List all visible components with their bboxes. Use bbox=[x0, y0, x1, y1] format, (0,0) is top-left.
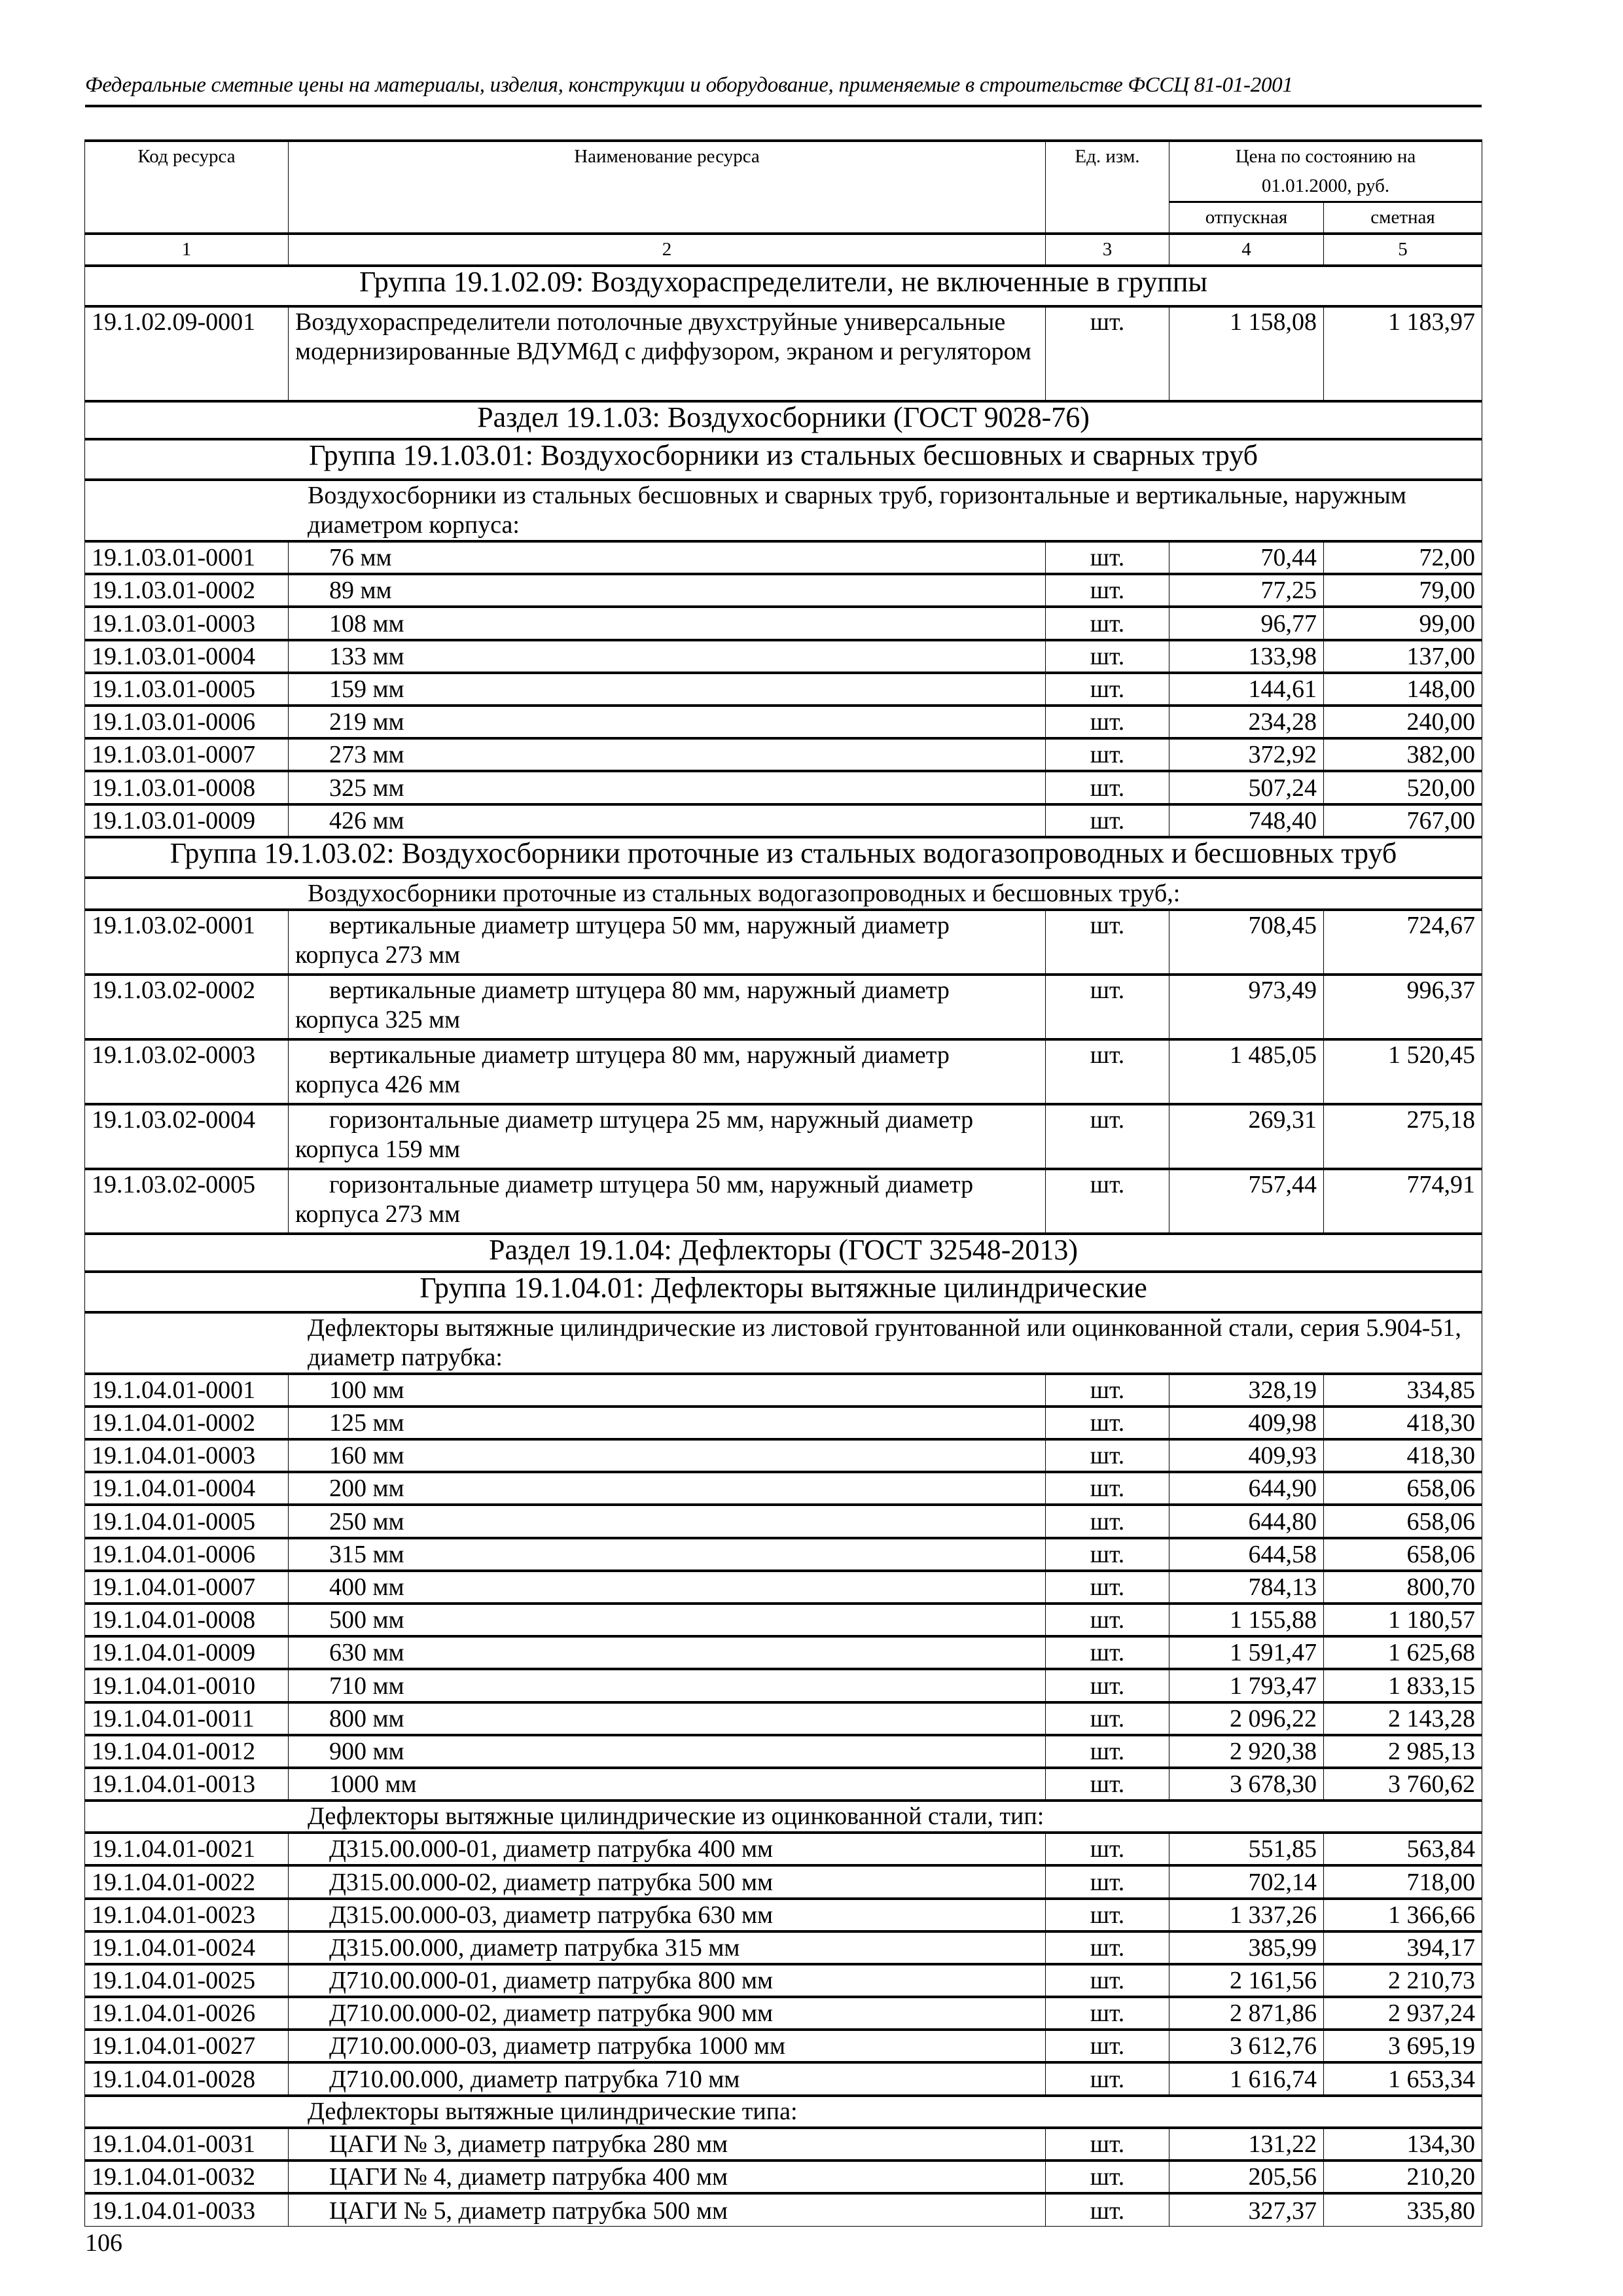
table-row bbox=[85, 1997, 1482, 2030]
price-release: 205,56 bbox=[1169, 2161, 1324, 2193]
resource-unit: шт. bbox=[1046, 1768, 1169, 1801]
resource-unit: шт. bbox=[1046, 1702, 1169, 1735]
price-release: 708,45 bbox=[1169, 910, 1324, 975]
price-estimate: 335,80 bbox=[1324, 2193, 1482, 2226]
resource-code: 19.1.03.01-0006 bbox=[85, 706, 289, 738]
resource-unit: шт. bbox=[1046, 1538, 1169, 1571]
description-row bbox=[85, 1312, 1482, 1374]
group-title: Группа 19.1.04.01: Дефлекторы вытяжные цилиндрические bbox=[85, 1272, 1482, 1312]
table-row bbox=[85, 804, 1482, 837]
resource-code: 19.1.04.01-0027 bbox=[85, 2030, 289, 2062]
resource-name: ЦАГИ № 3, диаметр патрубка 280 мм bbox=[289, 2128, 1046, 2161]
resource-code: 19.1.04.01-0006 bbox=[85, 1538, 289, 1571]
price-estimate: 1 833,15 bbox=[1324, 1669, 1482, 1702]
resource-code: 19.1.03.01-0007 bbox=[85, 738, 289, 771]
price-release: 269,31 bbox=[1169, 1104, 1324, 1169]
resource-name: 426 мм bbox=[289, 804, 1046, 837]
price-release: 2 096,22 bbox=[1169, 1702, 1324, 1735]
table-row bbox=[85, 541, 1482, 574]
resource-code: 19.1.03.01-0003 bbox=[85, 607, 289, 639]
price-release: 385,99 bbox=[1169, 1931, 1324, 1964]
resource-name: 315 мм bbox=[289, 1538, 1046, 1571]
price-release: 507,24 bbox=[1169, 771, 1324, 804]
resource-unit: шт. bbox=[1046, 1104, 1169, 1169]
group-title: Группа 19.1.03.02: Воздухосборники проточные из стальных водогазопроводных и бесшовных труб bbox=[85, 837, 1482, 878]
resource-code: 19.1.04.01-0025 bbox=[85, 1964, 289, 1997]
resource-unit: шт. bbox=[1046, 1997, 1169, 2030]
table-row bbox=[85, 1604, 1482, 1636]
resource-unit: шт. bbox=[1046, 1964, 1169, 1997]
resource-code: 19.1.04.01-0021 bbox=[85, 1833, 289, 1865]
table-row bbox=[85, 1374, 1482, 1407]
description-text: Дефлекторы вытяжные цилиндрические типа: bbox=[85, 2096, 1482, 2128]
resource-unit: шт. bbox=[1046, 607, 1169, 639]
price-estimate: 3 695,19 bbox=[1324, 2030, 1482, 2062]
resource-name: ЦАГИ № 5, диаметр патрубка 500 мм bbox=[289, 2193, 1046, 2226]
price-release: 1 155,88 bbox=[1169, 1604, 1324, 1636]
resource-code: 19.1.04.01-0013 bbox=[85, 1768, 289, 1801]
resource-unit: шт. bbox=[1046, 640, 1169, 673]
resource-code: 19.1.04.01-0023 bbox=[85, 1899, 289, 1931]
resource-unit: шт. bbox=[1046, 2030, 1169, 2062]
resource-name: 160 мм bbox=[289, 1439, 1046, 1472]
resource-name: Д315.00.000-03, диаметр патрубка 630 мм bbox=[289, 1899, 1046, 1931]
column-number: 2 bbox=[289, 234, 1046, 266]
resource-unit: шт. bbox=[1046, 1439, 1169, 1472]
price-release: 644,90 bbox=[1169, 1472, 1324, 1505]
resource-code: 19.1.03.02-0004 bbox=[85, 1104, 289, 1169]
price-release: 409,98 bbox=[1169, 1407, 1324, 1439]
price-estimate: 137,00 bbox=[1324, 640, 1482, 673]
price-release: 1 793,47 bbox=[1169, 1669, 1324, 1702]
resource-unit: шт. bbox=[1046, 738, 1169, 771]
running-head: Федеральные сметные цены на материалы, изделия, конструкции и оборудование, применяемые в строительстве ФССЦ 81-01-2001 bbox=[85, 73, 1293, 97]
resource-code: 19.1.04.01-0011 bbox=[85, 1702, 289, 1735]
resource-code: 19.1.04.01-0033 bbox=[85, 2193, 289, 2226]
resource-code: 19.1.04.01-0007 bbox=[85, 1571, 289, 1604]
price-estimate: 658,06 bbox=[1324, 1505, 1482, 1537]
table-row bbox=[85, 1169, 1482, 1234]
table-row bbox=[85, 1899, 1482, 1931]
resource-name: 710 мм bbox=[289, 1669, 1046, 1702]
resource-unit: шт. bbox=[1046, 910, 1169, 975]
resource-name: 200 мм bbox=[289, 1472, 1046, 1505]
resource-unit: шт. bbox=[1046, 771, 1169, 804]
resource-code: 19.1.04.01-0002 bbox=[85, 1407, 289, 1439]
price-release: 1 591,47 bbox=[1169, 1636, 1324, 1669]
price-estimate: 658,06 bbox=[1324, 1538, 1482, 1571]
table-row bbox=[85, 2030, 1482, 2062]
resource-name: 1000 мм bbox=[289, 1768, 1046, 1801]
header-unit: Ед. изм. bbox=[1046, 141, 1169, 234]
resource-name: 125 мм bbox=[289, 1407, 1046, 1439]
description-row bbox=[85, 878, 1482, 910]
resource-unit: шт. bbox=[1046, 1669, 1169, 1702]
resource-name: 133 мм bbox=[289, 640, 1046, 673]
resource-code: 19.1.04.01-0024 bbox=[85, 1931, 289, 1964]
price-estimate: 1 653,34 bbox=[1324, 2062, 1482, 2095]
table-row bbox=[85, 607, 1482, 639]
resource-name: 273 мм bbox=[289, 738, 1046, 771]
resource-code: 19.1.03.02-0002 bbox=[85, 975, 289, 1039]
table-row bbox=[85, 706, 1482, 738]
resource-code: 19.1.04.01-0026 bbox=[85, 1997, 289, 2030]
price-estimate: 394,17 bbox=[1324, 1931, 1482, 1964]
header-code: Код ресурса bbox=[85, 141, 289, 234]
resource-unit: шт. bbox=[1046, 1604, 1169, 1636]
price-release: 1 337,26 bbox=[1169, 1899, 1324, 1931]
description-text: Воздухосборники проточные из стальных водогазопроводных и бесшовных труб,: bbox=[85, 878, 1482, 910]
price-estimate: 2 143,28 bbox=[1324, 1702, 1482, 1735]
price-release: 70,44 bbox=[1169, 541, 1324, 574]
price-release: 757,44 bbox=[1169, 1169, 1324, 1234]
resource-unit: шт. bbox=[1046, 804, 1169, 837]
price-release: 2 161,56 bbox=[1169, 1964, 1324, 1997]
table-row bbox=[85, 1865, 1482, 1898]
table-row bbox=[85, 673, 1482, 706]
price-release: 973,49 bbox=[1169, 975, 1324, 1039]
table-row bbox=[85, 1472, 1482, 1505]
table-row bbox=[85, 1505, 1482, 1537]
resource-name: 219 мм bbox=[289, 706, 1046, 738]
header-name: Наименование ресурса bbox=[289, 141, 1046, 234]
resource-code: 19.1.04.01-0010 bbox=[85, 1669, 289, 1702]
resource-unit: шт. bbox=[1046, 2161, 1169, 2193]
table-row bbox=[85, 1735, 1482, 1768]
price-release: 551,85 bbox=[1169, 1833, 1324, 1865]
resource-code: 19.1.03.02-0005 bbox=[85, 1169, 289, 1234]
resource-unit: шт. bbox=[1046, 1899, 1169, 1931]
resource-name: 500 мм bbox=[289, 1604, 1046, 1636]
price-estimate: 148,00 bbox=[1324, 673, 1482, 706]
price-estimate: 72,00 bbox=[1324, 541, 1482, 574]
price-estimate: 134,30 bbox=[1324, 2128, 1482, 2161]
resource-unit: шт. bbox=[1046, 1169, 1169, 1234]
resource-code: 19.1.03.01-0002 bbox=[85, 574, 289, 607]
table-row bbox=[85, 1768, 1482, 1801]
resource-name: 800 мм bbox=[289, 1702, 1046, 1735]
resource-name: 630 мм bbox=[289, 1636, 1046, 1669]
table-row bbox=[85, 1104, 1482, 1169]
resource-unit: шт. bbox=[1046, 1571, 1169, 1604]
resource-name: ЦАГИ № 4, диаметр патрубка 400 мм bbox=[289, 2161, 1046, 2193]
description-text: Воздухосборники из стальных бесшовных и сварных труб, горизонтальные и вертикальные, наружным диаметром корпуса: bbox=[85, 480, 1482, 541]
resource-name: Д710.00.000-03, диаметр патрубка 1000 мм bbox=[289, 2030, 1046, 2062]
resource-unit: шт. bbox=[1046, 1735, 1169, 1768]
resource-code: 19.1.04.01-0032 bbox=[85, 2161, 289, 2193]
resource-code: 19.1.04.01-0003 bbox=[85, 1439, 289, 1472]
price-release: 644,80 bbox=[1169, 1505, 1324, 1537]
resource-unit: шт. bbox=[1046, 1407, 1169, 1439]
page-number: 106 bbox=[85, 2229, 122, 2257]
price-release: 748,40 bbox=[1169, 804, 1324, 837]
resource-code: 19.1.03.01-0001 bbox=[85, 541, 289, 574]
group-row bbox=[85, 439, 1482, 480]
header-price: Цена по состоянию на 01.01.2000, руб. bbox=[1169, 141, 1482, 202]
resource-code: 19.1.04.01-0008 bbox=[85, 1604, 289, 1636]
resource-code: 19.1.04.01-0028 bbox=[85, 2062, 289, 2095]
price-estimate: 800,70 bbox=[1324, 1571, 1482, 1604]
resource-code: 19.1.03.02-0003 bbox=[85, 1039, 289, 1104]
table-row bbox=[85, 738, 1482, 771]
price-release: 702,14 bbox=[1169, 1865, 1324, 1898]
column-number: 4 bbox=[1169, 234, 1324, 266]
resource-unit: шт. bbox=[1046, 306, 1169, 401]
price-estimate: 563,84 bbox=[1324, 1833, 1482, 1865]
description-row bbox=[85, 2096, 1482, 2128]
price-estimate: 767,00 bbox=[1324, 804, 1482, 837]
resource-unit: шт. bbox=[1046, 1039, 1169, 1104]
price-estimate: 520,00 bbox=[1324, 771, 1482, 804]
section-title: Раздел 19.1.04: Дефлекторы (ГОСТ 32548-2013) bbox=[85, 1234, 1482, 1272]
price-estimate: 2 985,13 bbox=[1324, 1735, 1482, 1768]
header-price-release: отпускная bbox=[1169, 202, 1324, 234]
price-estimate: 1 366,66 bbox=[1324, 1899, 1482, 1931]
price-estimate: 382,00 bbox=[1324, 738, 1482, 771]
resource-unit: шт. bbox=[1046, 975, 1169, 1039]
resource-name: Д710.00.000-02, диаметр патрубка 900 мм bbox=[289, 1997, 1046, 2030]
price-release: 2 871,86 bbox=[1169, 1997, 1324, 2030]
price-estimate: 2 210,73 bbox=[1324, 1964, 1482, 1997]
price-release: 96,77 bbox=[1169, 607, 1324, 639]
price-estimate: 79,00 bbox=[1324, 574, 1482, 607]
table-row bbox=[85, 1039, 1482, 1104]
resource-name: вертикальные диаметр штуцера 80 мм, наружный диаметр корпуса 325 мм bbox=[289, 975, 1046, 1039]
price-estimate: 1 520,45 bbox=[1324, 1039, 1482, 1104]
price-release: 131,22 bbox=[1169, 2128, 1324, 2161]
price-release: 372,92 bbox=[1169, 738, 1324, 771]
price-estimate: 1 180,57 bbox=[1324, 1604, 1482, 1636]
price-release: 144,61 bbox=[1169, 673, 1324, 706]
resource-name: 250 мм bbox=[289, 1505, 1046, 1537]
resource-unit: шт. bbox=[1046, 541, 1169, 574]
resource-name: Воздухораспределители потолочные двухструйные универсальные модернизированные ВДУМ6Д с диффузором, экраном и регулятором bbox=[289, 306, 1046, 401]
table-row bbox=[85, 910, 1482, 975]
description-row bbox=[85, 480, 1482, 541]
price-estimate: 1 183,97 bbox=[1324, 306, 1482, 401]
group-row bbox=[85, 1272, 1482, 1312]
price-release: 784,13 bbox=[1169, 1571, 1324, 1604]
price-release: 2 920,38 bbox=[1169, 1735, 1324, 1768]
price-estimate: 334,85 bbox=[1324, 1374, 1482, 1407]
resource-unit: шт. bbox=[1046, 1865, 1169, 1898]
resource-code: 19.1.03.01-0008 bbox=[85, 771, 289, 804]
resource-name: Д315.00.000-02, диаметр патрубка 500 мм bbox=[289, 1865, 1046, 1898]
resource-unit: шт. bbox=[1046, 2128, 1169, 2161]
section-row bbox=[85, 401, 1482, 439]
table-row bbox=[85, 2161, 1482, 2193]
resource-unit: шт. bbox=[1046, 673, 1169, 706]
table-row bbox=[85, 1571, 1482, 1604]
resource-unit: шт. bbox=[1046, 1374, 1169, 1407]
resource-unit: шт. bbox=[1046, 706, 1169, 738]
price-estimate: 210,20 bbox=[1324, 2161, 1482, 2193]
table-row bbox=[85, 2193, 1482, 2226]
resource-name: вертикальные диаметр штуцера 80 мм, наружный диаметр корпуса 426 мм bbox=[289, 1039, 1046, 1104]
price-release: 328,19 bbox=[1169, 1374, 1324, 1407]
price-release: 3 678,30 bbox=[1169, 1768, 1324, 1801]
resource-unit: шт. bbox=[1046, 1636, 1169, 1669]
price-release: 409,93 bbox=[1169, 1439, 1324, 1472]
resource-unit: шт. bbox=[1046, 2193, 1169, 2226]
resource-code: 19.1.04.01-0005 bbox=[85, 1505, 289, 1537]
column-number: 1 bbox=[85, 234, 289, 266]
table-row bbox=[85, 306, 1482, 401]
resource-name: 76 мм bbox=[289, 541, 1046, 574]
resource-unit: шт. bbox=[1046, 574, 1169, 607]
resource-name: 89 мм bbox=[289, 574, 1046, 607]
table-row bbox=[85, 1833, 1482, 1865]
table-row bbox=[85, 975, 1482, 1039]
price-release: 3 612,76 bbox=[1169, 2030, 1324, 2062]
table-row bbox=[85, 2128, 1482, 2161]
resource-name: Д710.00.000, диаметр патрубка 710 мм bbox=[289, 2062, 1046, 2095]
price-estimate: 3 760,62 bbox=[1324, 1768, 1482, 1801]
resource-unit: шт. bbox=[1046, 2062, 1169, 2095]
table-row bbox=[85, 1964, 1482, 1997]
resource-name: 325 мм bbox=[289, 771, 1046, 804]
table-row bbox=[85, 1931, 1482, 1964]
resource-code: 19.1.03.01-0004 bbox=[85, 640, 289, 673]
price-estimate: 99,00 bbox=[1324, 607, 1482, 639]
table-row bbox=[85, 640, 1482, 673]
column-number: 3 bbox=[1046, 234, 1169, 266]
table-row bbox=[85, 1407, 1482, 1439]
resource-code: 19.1.03.02-0001 bbox=[85, 910, 289, 975]
price-estimate: 1 625,68 bbox=[1324, 1636, 1482, 1669]
price-estimate: 774,91 bbox=[1324, 1169, 1482, 1234]
table-row bbox=[85, 574, 1482, 607]
resource-code: 19.1.04.01-0001 bbox=[85, 1374, 289, 1407]
group-title: Группа 19.1.03.01: Воздухосборники из стальных бесшовных и сварных труб bbox=[85, 439, 1482, 480]
resource-name: Д710.00.000-01, диаметр патрубка 800 мм bbox=[289, 1964, 1046, 1997]
price-estimate: 718,00 bbox=[1324, 1865, 1482, 1898]
price-estimate: 2 937,24 bbox=[1324, 1997, 1482, 2030]
price-release: 1 485,05 bbox=[1169, 1039, 1324, 1104]
price-estimate: 418,30 bbox=[1324, 1439, 1482, 1472]
resource-name: горизонтальные диаметр штуцера 50 мм, наружный диаметр корпуса 273 мм bbox=[289, 1169, 1046, 1234]
description-text: Дефлекторы вытяжные цилиндрические из листовой грунтованной или оцинкованной стали, серия 5.904-51, диаметр патрубка: bbox=[85, 1312, 1482, 1374]
resource-unit: шт. bbox=[1046, 1931, 1169, 1964]
table-row bbox=[85, 1669, 1482, 1702]
table-row bbox=[85, 1702, 1482, 1735]
price-release: 644,58 bbox=[1169, 1538, 1324, 1571]
column-number: 5 bbox=[1324, 234, 1482, 266]
resource-name: 159 мм bbox=[289, 673, 1046, 706]
price-release: 1 158,08 bbox=[1169, 306, 1324, 401]
description-row bbox=[85, 1801, 1482, 1833]
price-estimate: 418,30 bbox=[1324, 1407, 1482, 1439]
price-estimate: 275,18 bbox=[1324, 1104, 1482, 1169]
price-table bbox=[84, 139, 1482, 2227]
group-row bbox=[85, 837, 1482, 878]
resource-code: 19.1.04.01-0012 bbox=[85, 1735, 289, 1768]
price-release: 77,25 bbox=[1169, 574, 1324, 607]
resource-name: 100 мм bbox=[289, 1374, 1046, 1407]
resource-name: 400 мм bbox=[289, 1571, 1046, 1604]
resource-unit: шт. bbox=[1046, 1505, 1169, 1537]
resource-code: 19.1.04.01-0022 bbox=[85, 1865, 289, 1898]
resource-name: горизонтальные диаметр штуцера 25 мм, наружный диаметр корпуса 159 мм bbox=[289, 1104, 1046, 1169]
resource-name: вертикальные диаметр штуцера 50 мм, наружный диаметр корпуса 273 мм bbox=[289, 910, 1046, 975]
resource-unit: шт. bbox=[1046, 1833, 1169, 1865]
section-title: Раздел 19.1.03: Воздухосборники (ГОСТ 9028-76) bbox=[85, 401, 1482, 439]
section-row bbox=[85, 1234, 1482, 1272]
resource-name: 900 мм bbox=[289, 1735, 1046, 1768]
resource-name: Д315.00.000, диаметр патрубка 315 мм bbox=[289, 1931, 1046, 1964]
resource-unit: шт. bbox=[1046, 1472, 1169, 1505]
table-row bbox=[85, 2062, 1482, 2095]
table-row bbox=[85, 1439, 1482, 1472]
table-row bbox=[85, 1538, 1482, 1571]
description-text: Дефлекторы вытяжные цилиндрические из оцинкованной стали, тип: bbox=[85, 1801, 1482, 1833]
resource-name: 108 мм bbox=[289, 607, 1046, 639]
price-estimate: 724,67 bbox=[1324, 910, 1482, 975]
resource-name: Д315.00.000-01, диаметр патрубка 400 мм bbox=[289, 1833, 1046, 1865]
price-estimate: 240,00 bbox=[1324, 706, 1482, 738]
price-table-body bbox=[85, 266, 1482, 2226]
header-price-estimate: сметная bbox=[1324, 202, 1482, 234]
price-estimate: 658,06 bbox=[1324, 1472, 1482, 1505]
resource-code: 19.1.04.01-0031 bbox=[85, 2128, 289, 2161]
price-release: 133,98 bbox=[1169, 640, 1324, 673]
price-release: 1 616,74 bbox=[1169, 2062, 1324, 2095]
resource-code: 19.1.04.01-0004 bbox=[85, 1472, 289, 1505]
price-release: 327,37 bbox=[1169, 2193, 1324, 2226]
resource-code: 19.1.02.09-0001 bbox=[85, 306, 289, 401]
price-release: 234,28 bbox=[1169, 706, 1324, 738]
group-row bbox=[85, 266, 1482, 306]
price-estimate: 996,37 bbox=[1324, 975, 1482, 1039]
resource-code: 19.1.03.01-0009 bbox=[85, 804, 289, 837]
resource-code: 19.1.03.01-0005 bbox=[85, 673, 289, 706]
group-title: Группа 19.1.02.09: Воздухораспределители, не включенные в группы bbox=[85, 266, 1482, 306]
table-row bbox=[85, 771, 1482, 804]
table-row bbox=[85, 1636, 1482, 1669]
resource-code: 19.1.04.01-0009 bbox=[85, 1636, 289, 1669]
running-head-rule bbox=[85, 105, 1482, 107]
